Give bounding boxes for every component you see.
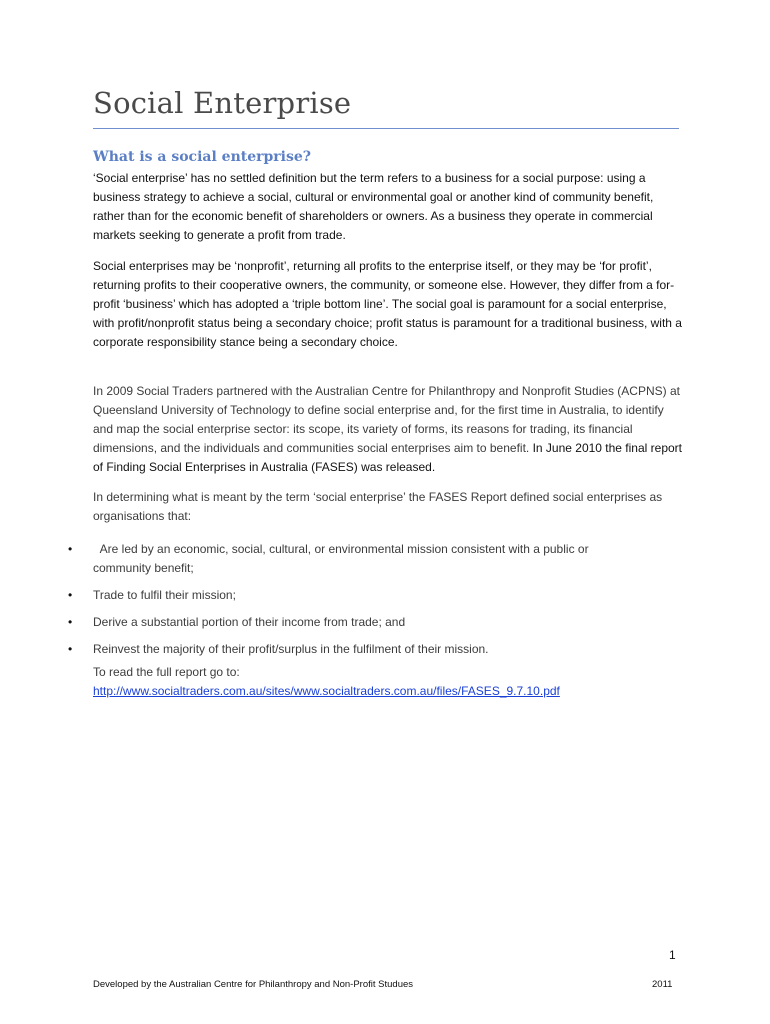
list-item-text: Derive a substantial portion of their income from trade; and — [93, 615, 406, 629]
list-item — [0, 613, 643, 632]
criteria-list — [0, 540, 770, 659]
paragraph-fases-release: In June 2010 the final report of Finding Social Enterprises in Australia (FASES) was released. — [93, 441, 683, 474]
page-number: 1 — [669, 948, 676, 962]
footer-year: 2011 — [652, 979, 673, 990]
list-item — [0, 540, 643, 578]
bullet-icon: • — [68, 642, 73, 656]
paragraph-fases-history — [93, 382, 683, 477]
bullet-icon: • — [68, 542, 73, 556]
list-item-text: Are led by an economic, social, cultural, or environmental mission consistent with a public or community benefit; — [93, 542, 592, 575]
section-heading: What is a social enterprise? — [93, 149, 311, 165]
bullet-icon: • — [68, 615, 73, 629]
fases-report-link[interactable]: http://www.socialtraders.com.au/sites/www.socialtraders.com.au/files/FASES_9.7.10.pdf — [93, 684, 560, 698]
title-underline — [93, 128, 679, 129]
list-item-text: Trade to fulfil their mission; — [93, 588, 236, 602]
page-title: Social Enterprise — [93, 86, 352, 120]
paragraph-fases-history-text: In 2009 Social Traders partnered with the Australian Centre for Philanthropy and Nonprofit Studies (ACPNS) at Queensland University of Technology to define social enterprise and, for the first time in Australia, to identify and map the social enterprise sector: its scope, its variety of forms, its reasons for trading, its financial dimensions, and the individuals and communities social enterprises aim to benefit. — [93, 384, 680, 455]
footer-credit: Developed by the Australian Centre for Philanthropy and Non-Profit Studues — [93, 979, 414, 990]
read-more-label: To read the full report go to: — [93, 665, 240, 679]
paragraph-profit-status: Social enterprises may be ‘nonprofit’, returning all profits to the enterprise itself, or they may be ‘for profit’, returning profits to their cooperative owners, the community, or someone else. However, they differ from a for-profit ‘business’ which has adopted a ‘triple bottom line’. The social goal is paramount for a social enterprise, with profit/nonprofit status being a secondary choice; profit status is paramount for a traditional business, with a corporate responsibility stance being a secondary choice. — [93, 259, 682, 349]
bullet-icon: • — [68, 588, 73, 602]
list-item-text: Reinvest the majority of their profit/surplus in the fulfilment of their mission. — [93, 642, 489, 656]
list-item — [0, 586, 643, 605]
list-item — [0, 640, 643, 659]
paragraph-fases-definition-intro: In determining what is meant by the term ‘social enterprise’ the FASES Report defined social enterprises as organisations that: — [93, 490, 663, 523]
paragraph-definition: ‘Social enterprise’ has no settled definition but the term refers to a business for a social purpose: using a business strategy to achieve a social, cultural or environmental goal or another kind of community benefit, rather than for the economic benefit of shareholders or owners. As a business they operate in commercial markets seeking to generate a profit from trade. — [93, 171, 654, 242]
